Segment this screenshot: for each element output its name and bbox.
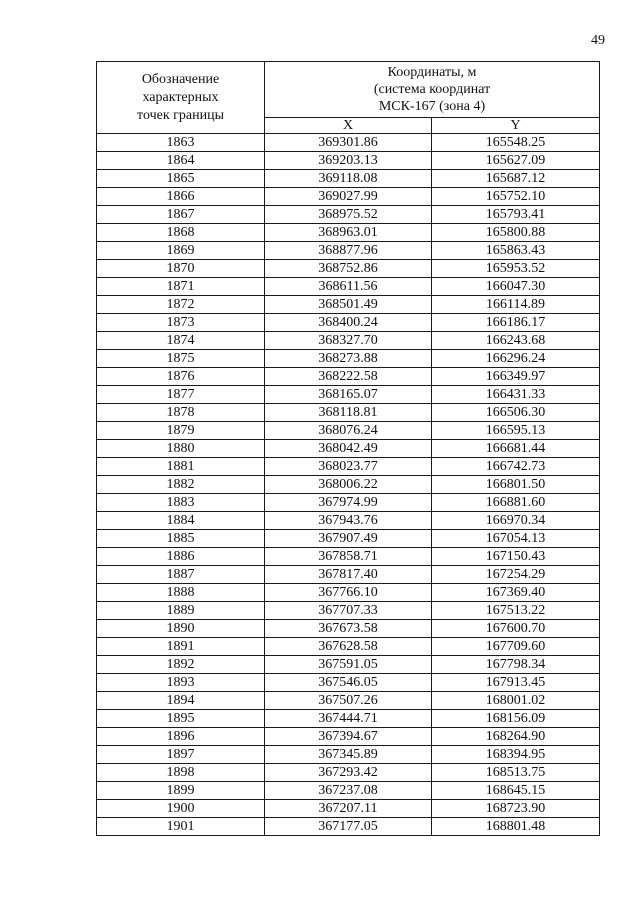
y-coordinate-cell: 166114.89 (432, 296, 600, 314)
y-coordinate-cell: 165687.12 (432, 170, 600, 188)
point-id-cell: 1898 (97, 764, 265, 782)
x-coordinate-cell: 368752.86 (265, 260, 432, 278)
point-id-cell: 1884 (97, 512, 265, 530)
x-coordinate-cell: 368501.49 (265, 296, 432, 314)
x-coordinate-cell: 369301.86 (265, 134, 432, 152)
y-coordinate-cell: 167254.29 (432, 566, 600, 584)
y-coordinate-cell: 165863.43 (432, 242, 600, 260)
x-coordinate-cell: 367943.76 (265, 512, 432, 530)
y-coordinate-cell: 166296.24 (432, 350, 600, 368)
y-coordinate-cell: 168801.48 (432, 818, 600, 836)
y-coordinate-cell: 168723.90 (432, 800, 600, 818)
coordinates-table-body (97, 134, 600, 836)
y-coordinate-cell: 168156.09 (432, 710, 600, 728)
point-id-cell: 1869 (97, 242, 265, 260)
table-row (97, 152, 600, 170)
y-coordinate-cell: 167513.22 (432, 602, 600, 620)
x-coordinate-cell: 367293.42 (265, 764, 432, 782)
table-row (97, 260, 600, 278)
coordinates-header-line: (система координат (373, 82, 491, 97)
point-id-cell: 1879 (97, 422, 265, 440)
x-coordinate-cell: 367707.33 (265, 602, 432, 620)
x-column-header: X (265, 118, 432, 134)
table-row (97, 710, 600, 728)
x-coordinate-cell: 367444.71 (265, 710, 432, 728)
table-row (97, 512, 600, 530)
point-id-cell: 1888 (97, 584, 265, 602)
y-coordinate-cell: 166801.50 (432, 476, 600, 494)
x-coordinate-cell: 367207.11 (265, 800, 432, 818)
point-id-cell: 1868 (97, 224, 265, 242)
table-row (97, 422, 600, 440)
coordinates-header-line: МСК-167 (зона 4) (378, 99, 486, 114)
x-coordinate-cell: 368042.49 (265, 440, 432, 458)
x-coordinate-cell: 368023.77 (265, 458, 432, 476)
table-row (97, 350, 600, 368)
table-row (97, 746, 600, 764)
y-coordinate-cell: 168513.75 (432, 764, 600, 782)
point-id-cell: 1867 (97, 206, 265, 224)
y-coordinate-cell: 166742.73 (432, 458, 600, 476)
y-coordinate-cell: 167709.60 (432, 638, 600, 656)
y-coordinate-cell: 168264.90 (432, 728, 600, 746)
x-coordinate-cell: 368327.70 (265, 332, 432, 350)
x-coordinate-cell: 367628.58 (265, 638, 432, 656)
x-coordinate-cell: 368006.22 (265, 476, 432, 494)
point-id-cell: 1863 (97, 134, 265, 152)
x-coordinate-cell: 369118.08 (265, 170, 432, 188)
x-coordinate-cell: 368118.81 (265, 404, 432, 422)
y-coordinate-cell: 165627.09 (432, 152, 600, 170)
point-id-cell: 1887 (97, 566, 265, 584)
table-row (97, 818, 600, 836)
table-row (97, 332, 600, 350)
y-coordinate-cell: 166881.60 (432, 494, 600, 512)
coordinates-header (265, 62, 600, 118)
point-id-cell: 1876 (97, 368, 265, 386)
table-row (97, 728, 600, 746)
table-row (97, 296, 600, 314)
table-row (97, 674, 600, 692)
point-id-cell: 1897 (97, 746, 265, 764)
y-coordinate-cell: 167913.45 (432, 674, 600, 692)
y-coordinate-cell: 167054.13 (432, 530, 600, 548)
table-row (97, 188, 600, 206)
table-row (97, 134, 600, 152)
point-designation-header (97, 62, 265, 134)
table-row (97, 692, 600, 710)
x-coordinate-cell: 367345.89 (265, 746, 432, 764)
table-row (97, 224, 600, 242)
x-coordinate-cell: 367766.10 (265, 584, 432, 602)
point-id-cell: 1893 (97, 674, 265, 692)
point-id-cell: 1894 (97, 692, 265, 710)
table-row (97, 800, 600, 818)
point-id-cell: 1899 (97, 782, 265, 800)
point-id-cell: 1892 (97, 656, 265, 674)
point-id-cell: 1883 (97, 494, 265, 512)
y-coordinate-cell: 165752.10 (432, 188, 600, 206)
point-id-cell: 1870 (97, 260, 265, 278)
table-row (97, 242, 600, 260)
point-id-cell: 1890 (97, 620, 265, 638)
point-header-line: точек границы (137, 107, 224, 123)
page-number: 49 (591, 33, 605, 48)
y-coordinate-cell: 165953.52 (432, 260, 600, 278)
point-id-cell: 1872 (97, 296, 265, 314)
point-id-cell: 1871 (97, 278, 265, 296)
point-id-cell: 1881 (97, 458, 265, 476)
point-id-cell: 1880 (97, 440, 265, 458)
table-row (97, 206, 600, 224)
x-coordinate-cell: 369203.13 (265, 152, 432, 170)
point-id-cell: 1875 (97, 350, 265, 368)
table-row (97, 386, 600, 404)
y-coordinate-cell: 166431.33 (432, 386, 600, 404)
table-row (97, 656, 600, 674)
x-coordinate-cell: 368975.52 (265, 206, 432, 224)
table-row (97, 638, 600, 656)
point-id-cell: 1891 (97, 638, 265, 656)
y-coordinate-cell: 166186.17 (432, 314, 600, 332)
y-coordinate-cell: 165800.88 (432, 224, 600, 242)
y-coordinate-cell: 166595.13 (432, 422, 600, 440)
point-id-cell: 1885 (97, 530, 265, 548)
point-id-cell: 1900 (97, 800, 265, 818)
point-id-cell: 1877 (97, 386, 265, 404)
x-coordinate-cell: 367546.05 (265, 674, 432, 692)
table-row (97, 602, 600, 620)
y-coordinate-cell: 166047.30 (432, 278, 600, 296)
y-coordinate-cell: 166681.44 (432, 440, 600, 458)
point-id-cell: 1889 (97, 602, 265, 620)
y-coordinate-cell: 165793.41 (432, 206, 600, 224)
y-coordinate-cell: 166506.30 (432, 404, 600, 422)
table-row (97, 314, 600, 332)
coordinates-header-line: Координаты, м (387, 65, 477, 80)
y-coordinate-cell: 168001.02 (432, 692, 600, 710)
x-coordinate-cell: 367507.26 (265, 692, 432, 710)
table-row (97, 584, 600, 602)
point-id-cell: 1896 (97, 728, 265, 746)
point-id-cell: 1895 (97, 710, 265, 728)
y-column-header: Y (432, 118, 600, 134)
x-coordinate-cell: 367237.08 (265, 782, 432, 800)
x-coordinate-cell: 368165.07 (265, 386, 432, 404)
y-coordinate-cell: 166243.68 (432, 332, 600, 350)
point-id-cell: 1864 (97, 152, 265, 170)
y-coordinate-cell: 168645.15 (432, 782, 600, 800)
point-id-cell: 1865 (97, 170, 265, 188)
y-coordinate-cell: 167798.34 (432, 656, 600, 674)
x-coordinate-cell: 368963.01 (265, 224, 432, 242)
y-coordinate-cell: 165548.25 (432, 134, 600, 152)
x-coordinate-cell: 368273.88 (265, 350, 432, 368)
table-row (97, 548, 600, 566)
table-row (97, 530, 600, 548)
table-row (97, 278, 600, 296)
table-row (97, 764, 600, 782)
table-row (97, 404, 600, 422)
point-id-cell: 1878 (97, 404, 265, 422)
x-coordinate-cell: 368222.58 (265, 368, 432, 386)
y-coordinate-cell: 167150.43 (432, 548, 600, 566)
table-row (97, 440, 600, 458)
y-coordinate-cell: 166970.34 (432, 512, 600, 530)
point-header-line: Обозначение (141, 71, 220, 87)
point-id-cell: 1901 (97, 818, 265, 836)
point-id-cell: 1866 (97, 188, 265, 206)
x-coordinate-cell: 368076.24 (265, 422, 432, 440)
table-row (97, 170, 600, 188)
x-coordinate-cell: 367907.49 (265, 530, 432, 548)
x-coordinate-cell: 367177.05 (265, 818, 432, 836)
x-coordinate-cell: 367817.40 (265, 566, 432, 584)
x-coordinate-cell: 367394.67 (265, 728, 432, 746)
table-row (97, 782, 600, 800)
y-coordinate-cell: 167600.70 (432, 620, 600, 638)
table-row (97, 458, 600, 476)
point-id-cell: 1882 (97, 476, 265, 494)
coordinates-table (96, 61, 600, 836)
table-row (97, 494, 600, 512)
coordinates-table-header (97, 62, 600, 134)
x-coordinate-cell: 368877.96 (265, 242, 432, 260)
table-row (97, 368, 600, 386)
point-header-line: характерных (142, 89, 219, 105)
point-id-cell: 1873 (97, 314, 265, 332)
x-coordinate-cell: 368611.56 (265, 278, 432, 296)
y-coordinate-cell: 166349.97 (432, 368, 600, 386)
x-coordinate-cell: 367673.58 (265, 620, 432, 638)
x-coordinate-cell: 369027.99 (265, 188, 432, 206)
y-coordinate-cell: 168394.95 (432, 746, 600, 764)
y-coordinate-cell: 167369.40 (432, 584, 600, 602)
point-id-cell: 1874 (97, 332, 265, 350)
x-coordinate-cell: 367974.99 (265, 494, 432, 512)
x-coordinate-cell: 367858.71 (265, 548, 432, 566)
point-id-cell: 1886 (97, 548, 265, 566)
table-row (97, 620, 600, 638)
table-row (97, 566, 600, 584)
table-row (97, 476, 600, 494)
x-coordinate-cell: 367591.05 (265, 656, 432, 674)
x-coordinate-cell: 368400.24 (265, 314, 432, 332)
